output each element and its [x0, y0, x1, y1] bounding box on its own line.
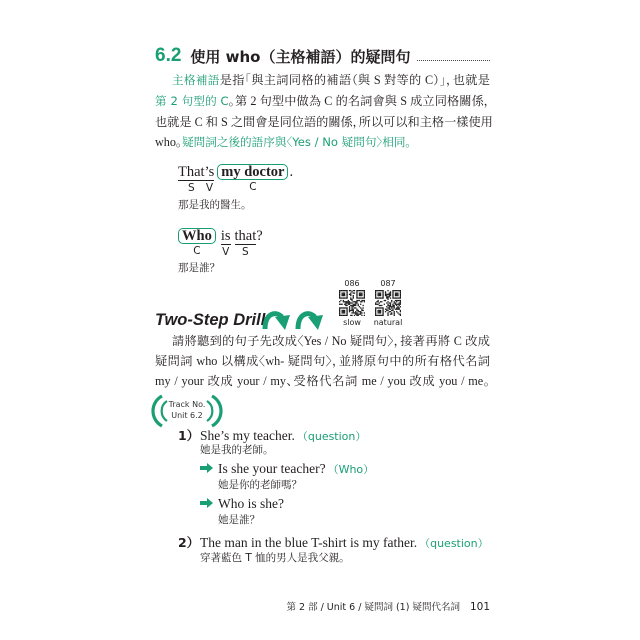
item-cue: （question） — [296, 430, 367, 443]
qr-slow-group — [334, 278, 370, 328]
word-text: is — [220, 228, 231, 244]
example-word-subject — [235, 228, 257, 259]
intro-line-4 — [155, 132, 411, 152]
drill-instruction-line-1: 請將聽到的句子先改成〈Yes / No 疑問句〉，接著再將 C 改成 — [172, 334, 490, 348]
answer-sentence: Is she your teacher? — [218, 461, 326, 476]
word-text-boxed: Who — [178, 228, 216, 244]
qr-track-number: 086 — [344, 279, 360, 288]
answer-translation: 她是你的老師嗎？ — [218, 479, 302, 491]
grammar-label: C — [249, 181, 257, 193]
right-arrow-icon — [200, 463, 213, 473]
qr-speed-label: slow — [343, 318, 361, 327]
word-text: ? — [256, 228, 263, 244]
word-text: ’s — [204, 164, 215, 180]
answer-cue: （Who） — [327, 463, 375, 476]
word-text: that — [234, 228, 257, 244]
drill-item-2 — [178, 533, 489, 551]
example-word-complement — [178, 228, 216, 258]
example-sentence-2 — [178, 228, 263, 259]
word-text-boxed: my doctor — [217, 164, 288, 180]
item-sentence: The man in the blue T-shirt is my father. — [200, 535, 418, 550]
section-heading — [155, 44, 490, 68]
drill-item-1 — [178, 426, 366, 444]
item-number: 1） — [178, 428, 200, 443]
drill-answer-1 — [200, 460, 374, 477]
answer-sentence: Who is she? — [218, 496, 284, 511]
drill-instruction-line-2: 疑問詞 who 以構成〈wh- 疑問句〉，並將原句中的所有格代名詞 — [155, 354, 490, 368]
intro-term-highlight: 主格補語 — [172, 73, 220, 87]
drill-answer-2 — [200, 495, 284, 512]
intro-line-2 — [155, 91, 490, 111]
page-number: 101 — [469, 601, 490, 613]
track-title: Track No. — [168, 400, 206, 409]
example-translation-1: 那是我的醫生。 — [178, 199, 252, 211]
example-word-subject — [178, 164, 205, 195]
track-unit: Unit 6.2 — [171, 411, 203, 420]
track-label — [151, 399, 223, 421]
section-number: 6.2 — [155, 45, 182, 66]
intro-line-1 — [172, 70, 490, 90]
intro-term-highlight: 第 2 句型的 C — [155, 94, 229, 108]
drill-instruction-line-3: my / your 改成 your / my、受格代名詞 me / you 改成 you / me。 — [155, 374, 490, 388]
intro-line-3: 也就是 C 和 S 之間會是同位語的關係，所以可以和主格一樣使用 — [155, 115, 493, 129]
grammar-label: S — [242, 246, 249, 258]
example-word-complement — [217, 164, 288, 194]
right-arrow-icon — [200, 498, 213, 508]
example-translation-2: 那是誰？ — [178, 262, 220, 274]
qr-speed-label: natural — [373, 318, 403, 327]
qr-natural-group — [370, 278, 406, 328]
grammar-label: V — [222, 246, 230, 258]
footer-breadcrumb: 第 2 部 / Unit 6 / 疑問詞 (1) 疑問代名詞 — [286, 602, 460, 613]
answer-translation: 她是誰？ — [218, 514, 260, 526]
example-sentence-1 — [178, 164, 293, 195]
title-dotted-leader — [417, 60, 491, 61]
item-cue: （question） — [419, 537, 489, 550]
grammar-label: V — [205, 182, 213, 194]
example-word-verb — [205, 164, 215, 195]
section-title: 使用 who（主格補語）的疑問句 — [190, 47, 411, 66]
intro-text: 。第 2 句型中做為 C 的名詞會與 S 成立同格關係， — [228, 94, 490, 108]
grammar-label: C — [193, 245, 201, 257]
item-translation: 她是我的老師。 — [200, 444, 274, 456]
qr-track-number: 087 — [380, 279, 396, 288]
qr-code-slow — [339, 290, 365, 316]
grammar-label: S — [187, 182, 195, 194]
drill-heading: Two-Step Drill — [155, 311, 266, 329]
word-text: That — [178, 164, 205, 180]
word-text: . — [289, 164, 294, 180]
intro-text: 是指「與主詞同格的補語（與 S 對等的 C）」，也就是 — [219, 73, 490, 87]
curved-arrow-icon — [260, 305, 291, 331]
intro-rule-highlight: 疑問詞之後的語序與〈Yes / No 疑問句〉相同。 — [182, 135, 412, 149]
page-footer — [286, 600, 490, 615]
curved-arrow-icon — [293, 305, 324, 331]
intro-text: who。 — [155, 135, 183, 149]
example-punctuation — [256, 228, 262, 245]
item-number: 2） — [178, 535, 200, 550]
audio-track-badge — [151, 393, 223, 429]
qr-code-natural — [375, 290, 401, 316]
example-punctuation — [289, 164, 293, 181]
example-word-verb — [221, 228, 231, 259]
item-translation: 穿著藍色 T 恤的男人是我父親。 — [200, 552, 350, 564]
item-sentence: She’s my teacher. — [200, 428, 295, 443]
